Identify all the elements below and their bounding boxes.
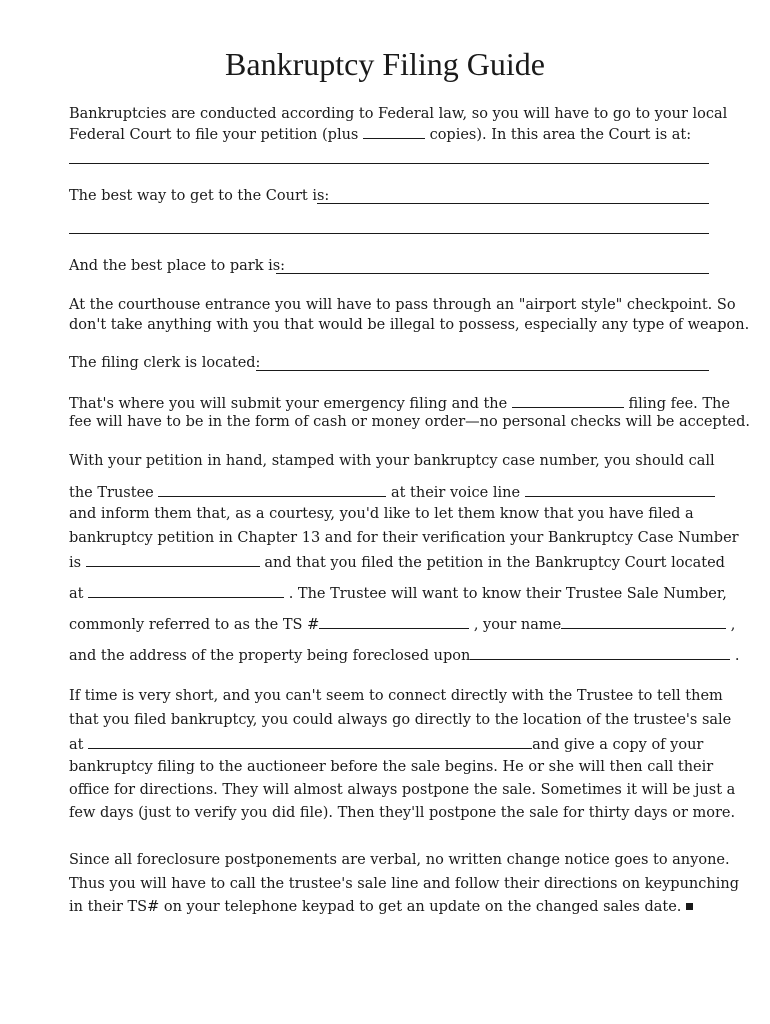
intro-text-b: copies). In this area the Court is at: (429, 127, 692, 143)
trustee-name-blank[interactable] (158, 482, 386, 497)
page-title: Bankruptcy Filing Guide (225, 46, 545, 82)
trustee-line-4: bankruptcy petition in Chapter 13 and for their verification your Bankruptcy Case Number (69, 530, 739, 546)
checkpoint-line-2: don't take anything with you that would be illegal to possess, especially any type of weapon. (69, 317, 750, 333)
court-location-blank[interactable] (88, 583, 284, 598)
park-label: And the best place to park is: (69, 258, 286, 274)
short-time-line-2: that you filed bankruptcy, you could always go directly to the location of the trustee's sale (69, 712, 732, 728)
trustee-text-period: . (734, 648, 740, 664)
property-address-blank[interactable] (470, 645, 730, 660)
ts-number-blank[interactable] (319, 614, 469, 629)
trustee-line-7 (69, 614, 735, 634)
voice-line-blank[interactable] (525, 482, 715, 497)
fee-amount-blank[interactable] (512, 393, 624, 408)
trustee-line-3: and inform them that, as a courtesy, you'd like to let them know that you have filed a (69, 506, 694, 522)
intro-line-1: Bankruptcies are conducted according to Federal law, so you will have to go to your local (69, 106, 728, 122)
short-time-text-at: at (69, 737, 84, 753)
short-time-line-6: few days (just to verify you did file). Then they'll postpone the sale for thirty days or more. (69, 805, 736, 821)
trustee-text-filed: and that you filed the petition in the Bankruptcy Court located (264, 555, 725, 571)
trustee-line-6 (69, 583, 727, 603)
court-address-blank[interactable] (69, 163, 709, 164)
best-way-label: The best way to get to the Court is: (69, 188, 330, 204)
short-time-line-3 (69, 734, 703, 754)
copies-blank[interactable] (363, 124, 425, 139)
trustee-text-commonly: commonly referred to as the TS # (69, 617, 320, 633)
verbal-line-3 (69, 898, 693, 916)
trustee-line-5 (69, 552, 725, 572)
trustee-text-b: at their voice line (390, 485, 521, 501)
trustee-text-ts: . The Trustee will want to know their Trustee Sale Number, (288, 586, 727, 602)
verbal-text-3: in their TS# on your telephone keypad to get an update on the changed sales date. (69, 899, 682, 915)
park-blank[interactable] (276, 273, 709, 274)
trustee-line-2 (69, 482, 715, 502)
trustee-text-address: and the address of the property being foreclosed upon (69, 648, 471, 664)
short-time-line-1: If time is very short, and you can't seem to connect directly with the Trustee to tell them (69, 688, 723, 704)
fee-line-2: fee will have to be in the form of cash or money order—no personal checks will be accepted. (69, 414, 751, 430)
sale-location-blank[interactable] (88, 734, 532, 749)
verbal-line-1: Since all foreclosure postponements are verbal, no written change notice goes to anyone. (69, 852, 730, 868)
short-time-text-copy: and give a copy of your (532, 737, 704, 753)
short-time-line-5: office for directions. They will almost always postpone the sale. Sometimes it will be just a (69, 782, 736, 798)
clerk-label: The filing clerk is located: (69, 355, 261, 371)
clerk-blank[interactable] (256, 370, 709, 371)
case-number-blank[interactable] (86, 552, 260, 567)
trustee-text-comma: , (730, 617, 736, 633)
fee-line-1 (69, 393, 730, 413)
trustee-text-name: , your name (473, 617, 562, 633)
trustee-line-1: With your petition in hand, stamped with your bankruptcy case number, you should call (69, 453, 715, 469)
fee-text-a: That's where you will submit your emergency filing and the (69, 396, 508, 412)
short-time-line-4: bankruptcy filing to the auctioneer before the sale begins. He or she will then call their (69, 759, 714, 775)
best-way-blank[interactable] (317, 203, 709, 204)
fee-text-b: filing fee. The (628, 396, 730, 412)
verbal-line-2: Thus you will have to call the trustee's sale line and follow their directions on keypunching (69, 876, 739, 892)
end-of-document-square-icon (686, 903, 693, 910)
trustee-line-8 (69, 645, 740, 665)
best-way-blank-2[interactable] (69, 233, 709, 234)
trustee-text-a: the Trustee (69, 485, 154, 501)
trustee-text-at: at (69, 586, 84, 602)
trustee-text-is: is (69, 555, 82, 571)
intro-line-2 (69, 124, 691, 144)
intro-text-a: Federal Court to file your petition (plus (69, 127, 359, 143)
checkpoint-line-1: At the courthouse entrance you will have to pass through an "airport style" checkpoint. So (69, 297, 736, 313)
your-name-blank[interactable] (561, 614, 726, 629)
